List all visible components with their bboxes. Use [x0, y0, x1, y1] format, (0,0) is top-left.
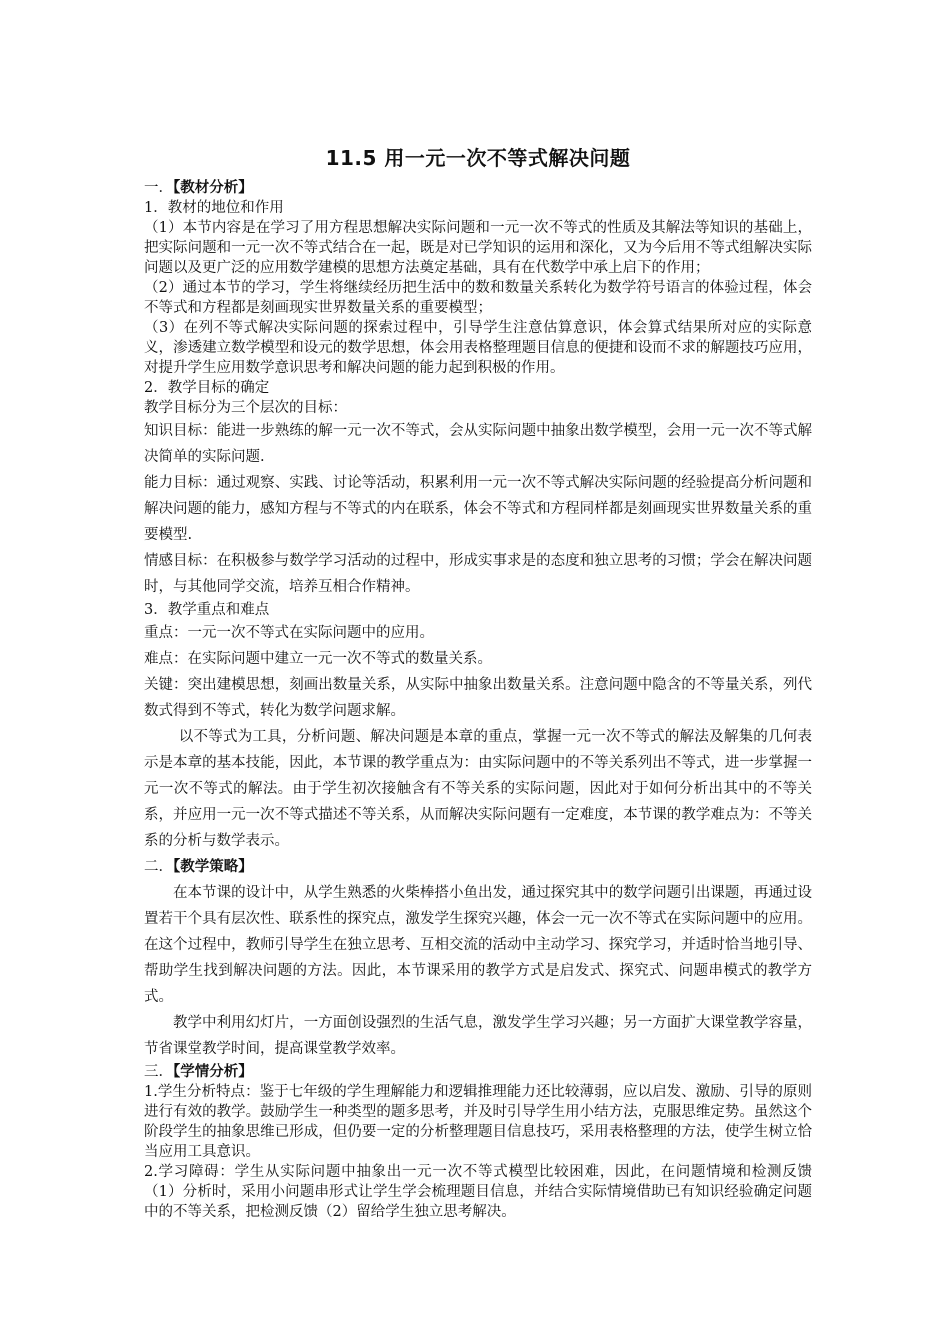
paragraph: （1）本节内容是在学习了用方程思想解决实际问题和一元一次不等式的性质及其解法等知识的基础上，把实际问题和一元一次不等式结合在一起，既是对已学知识的运用和深化，又为今后用不等式组解决实际问题以及更广泛的应用数学建模的思想方法奠定基础，具有在代数学中承上启下的作用； [144, 220, 812, 276]
subheading: 2．教学目标的确定 [144, 380, 270, 396]
section-number: 三． [144, 1064, 173, 1080]
paragraph: 1.学生分析特点：鉴于七年级的学生理解能力和逻辑推理能力还比较薄弱，应以启发、激励、引导的原则进行有效的教学。鼓励学生一种类型的题多思考，并及时引导学生用小结方法，克服思维定势。虽然这个阶段学生的抽象思维已形成，但仍要一定的分析整理题目信息技巧，采用表格整理的方法，使学生树立恰当应用工具意识。 [144, 1084, 812, 1160]
paragraph: 重点：一元一次不等式在实际问题中的应用。 [144, 625, 434, 641]
paragraph: 教学目标分为三个层次的目标： [144, 400, 347, 416]
section-title: 【教学策略】 [173, 858, 253, 875]
page-title: 11.5 用一元一次不等式解决问题 [325, 146, 631, 170]
section-title: 【学情分析】 [173, 1063, 253, 1080]
section-title: 【教材分析】 [173, 179, 253, 196]
paragraph: 教学中利用幻灯片，一方面创设强烈的生活气息，激发学生学习兴趣；另一方面扩大课堂教学容量，节省课堂教学时间，提高课堂教学效率。 [144, 1015, 812, 1057]
subheading: 1．教材的地位和作用 [144, 200, 284, 216]
paragraph: 关键：突出建模思想，刻画出数量关系，从实际中抽象出数量关系。注意问题中隐含的不等量关系，列代数式得到不等式，转化为数学问题求解。 [144, 677, 812, 719]
paragraph: 2.学习障碍：学生从实际问题中抽象出一元一次不等式模型比较困难，因此，在问题情境和检测反馈（1）分析时，采用小问题串形式让学生学会梳理题目信息，并结合实际情境借助已有知识经验确定问题中的不等关系，把检测反馈（2）留给学生独立思考解决。 [144, 1164, 812, 1220]
paragraph: 知识目标：能进一步熟练的解一元一次不等式，会从实际问题中抽象出数学模型，会用一元一次不等式解决简单的实际问题. [144, 423, 812, 465]
paragraph: 在本节课的设计中，从学生熟悉的火柴棒搭小鱼出发，通过探究其中的数学问题引出课题，再通过设置若干个具有层次性、联系性的探究点，激发学生探究兴趣，体会一元一次不等式在实际问题中的应用。在这个过程中，教师引导学生在独立思考、互相交流的活动中主动学习、探究学习，并适时恰当地引导、帮助学生找到解决问题的方法。因此，本节课采用的教学方式是启发式、探究式、问题串模式的教学方式。 [144, 885, 812, 1005]
subheading: 3．教学重点和难点 [144, 602, 270, 618]
paragraph: 以不等式为工具，分析问题、解决问题是本章的重点，掌握一元一次不等式的解法及解集的几何表示是本章的基本技能，因此，本节课的教学重点为：由实际问题中的不等关系列出不等式，进一步掌握一元一次不等式的解法。由于学生初次接触含有不等关系的实际问题，因此对于如何分析出其中的不等关系，并应用一元一次不等式描述不等关系，从而解决实际问题有一定难度，本节课的教学难点为：不等关系的分析与数学表示。 [144, 729, 812, 849]
paragraph: 情感目标：在积极参与数学学习活动的过程中，形成实事求是的态度和独立思考的习惯；学会在解决问题时，与其他同学交流，培养互相合作精神。 [144, 553, 812, 595]
section-heading-3 [144, 1062, 812, 1082]
section-heading-2 [144, 854, 812, 880]
document-body [144, 178, 812, 1222]
paragraph: （2）通过本节的学习，学生将继续经历把生活中的数和数量关系转化为数学符号语言的体验过程，体会不等式和方程都是刻画现实世界数量关系的重要模型； [144, 280, 812, 316]
section-number: 二． [144, 859, 173, 875]
section-heading-1 [144, 178, 812, 198]
section-number: 一． [144, 180, 173, 196]
paragraph: 难点：在实际问题中建立一元一次不等式的数量关系。 [144, 651, 492, 667]
paragraph: 能力目标：通过观察、实践、讨论等活动，积累利用一元一次不等式解决实际问题的经验提高分析问题和解决问题的能力，感知方程与不等式的内在联系，体会不等式和方程同样都是刻画现实世界数量关系的重要模型. [144, 475, 812, 543]
paragraph: （3）在列不等式解决实际问题的探索过程中，引导学生注意估算意识，体会算式结果所对应的实际意义，渗透建立数学模型和设元的数学思想，体会用表格整理题目信息的便捷和设而不求的解题技巧应用，对提升学生应用数学意识思考和解决问题的能力起到积极的作用。 [144, 320, 812, 376]
